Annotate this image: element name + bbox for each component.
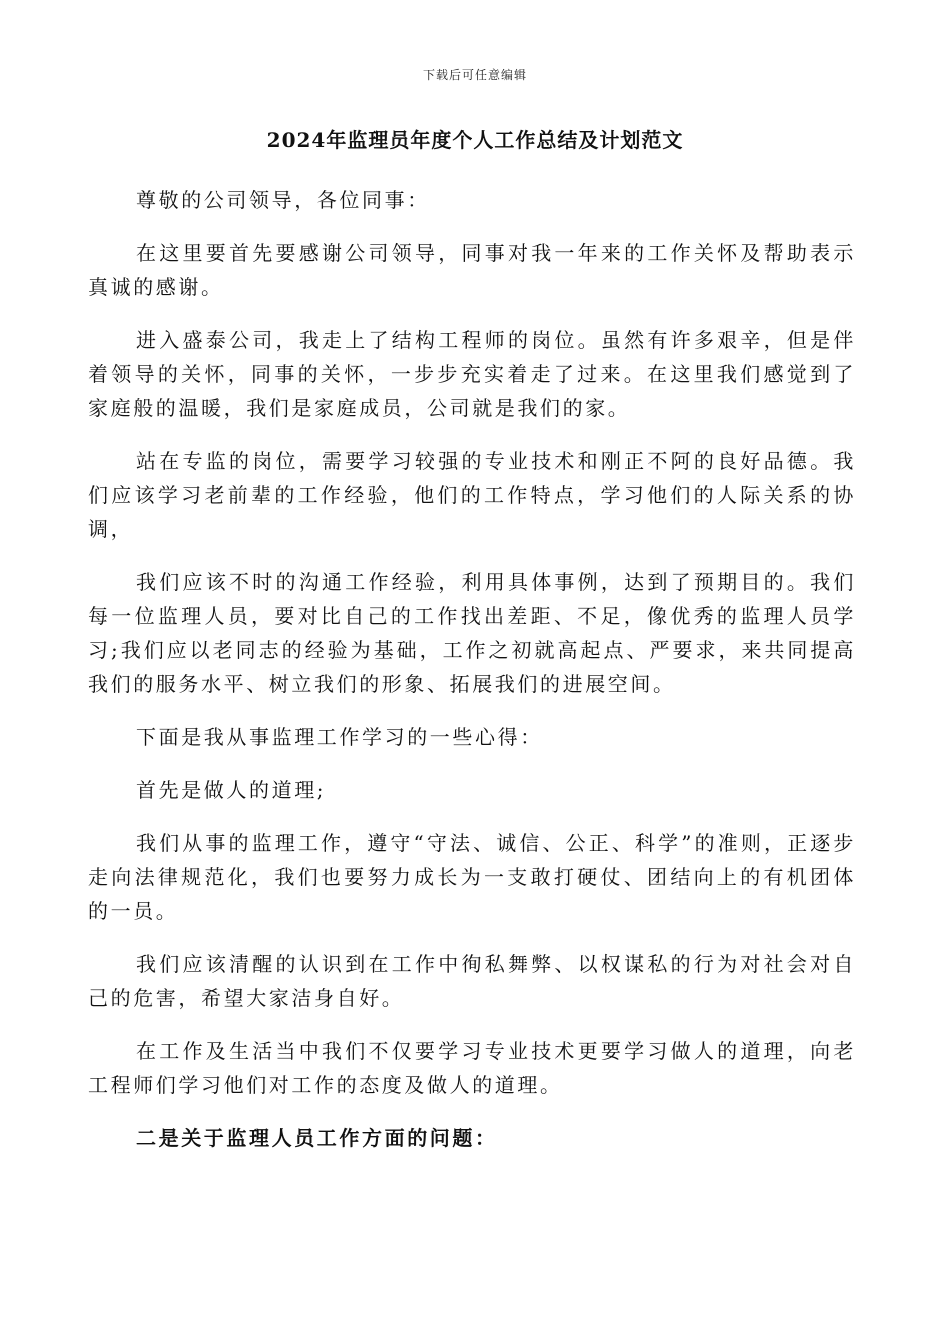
thanks-paragraph: 在这里要首先要感谢公司领导，同事对我一年来的工作关怀及帮助表示真诚的感谢。 — [88, 241, 856, 299]
header-note: 下载后可任意编辑 — [422, 68, 527, 82]
section-heading-two: 二是关于监理人员工作方面的问题： — [136, 1126, 498, 1150]
integrity-paragraph: 我们应该清醒的认识到在工作中徇私舞弊、以权谋私的行为对社会对自己的危害，希望大家洁身自好。 — [88, 952, 856, 1010]
supervision-post-paragraph: 站在专监的岗位，需要学习较强的专业技术和刚正不阿的良好品德。我们应该学习老前辈的工作经验，他们的工作特点，学习他们的人际关系的协调， — [88, 449, 856, 541]
document-title: 2024年监理员年度个人工作总结及计划范文 — [266, 128, 684, 152]
learn-from-seniors-paragraph: 在工作及生活当中我们不仅要学习专业技术更要学习做人的道理，向老工程师们学习他们对工作的态度及做人的道理。 — [88, 1039, 856, 1097]
communication-paragraph: 我们应该不时的沟通工作经验，利用具体事例，达到了预期目的。我们每一位监理人员，要对比自己的工作找出差距、不足，像优秀的监理人员学习;我们应以老同志的经验为基础，工作之初就高起点、严要求，来共同提高我们的服务水平、树立我们的形象、拓展我们的进展空间。 — [88, 570, 856, 696]
joining-company-paragraph: 进入盛泰公司，我走上了结构工程师的岗位。虽然有许多艰辛，但是伴着领导的关怀，同事的关怀，一步步充实着走了过来。在这里我们感觉到了家庭般的温暖，我们是家庭成员，公司就是我们的家。 — [88, 328, 856, 420]
learning-intro-paragraph: 下面是我从事监理工作学习的一些心得： — [136, 725, 543, 749]
first-point-paragraph: 首先是做人的道理; — [136, 778, 327, 802]
salutation-paragraph: 尊敬的公司领导，各位同事： — [136, 188, 430, 212]
code-of-conduct-paragraph: 我们从事的监理工作，遵守“守法、诚信、公正、科学”的准则，正逐步走向法律规范化，我们也要努力成长为一支敢打硬仗、团结向上的有机团体的一员。 — [88, 831, 856, 923]
document-body — [88, 183, 856, 1174]
